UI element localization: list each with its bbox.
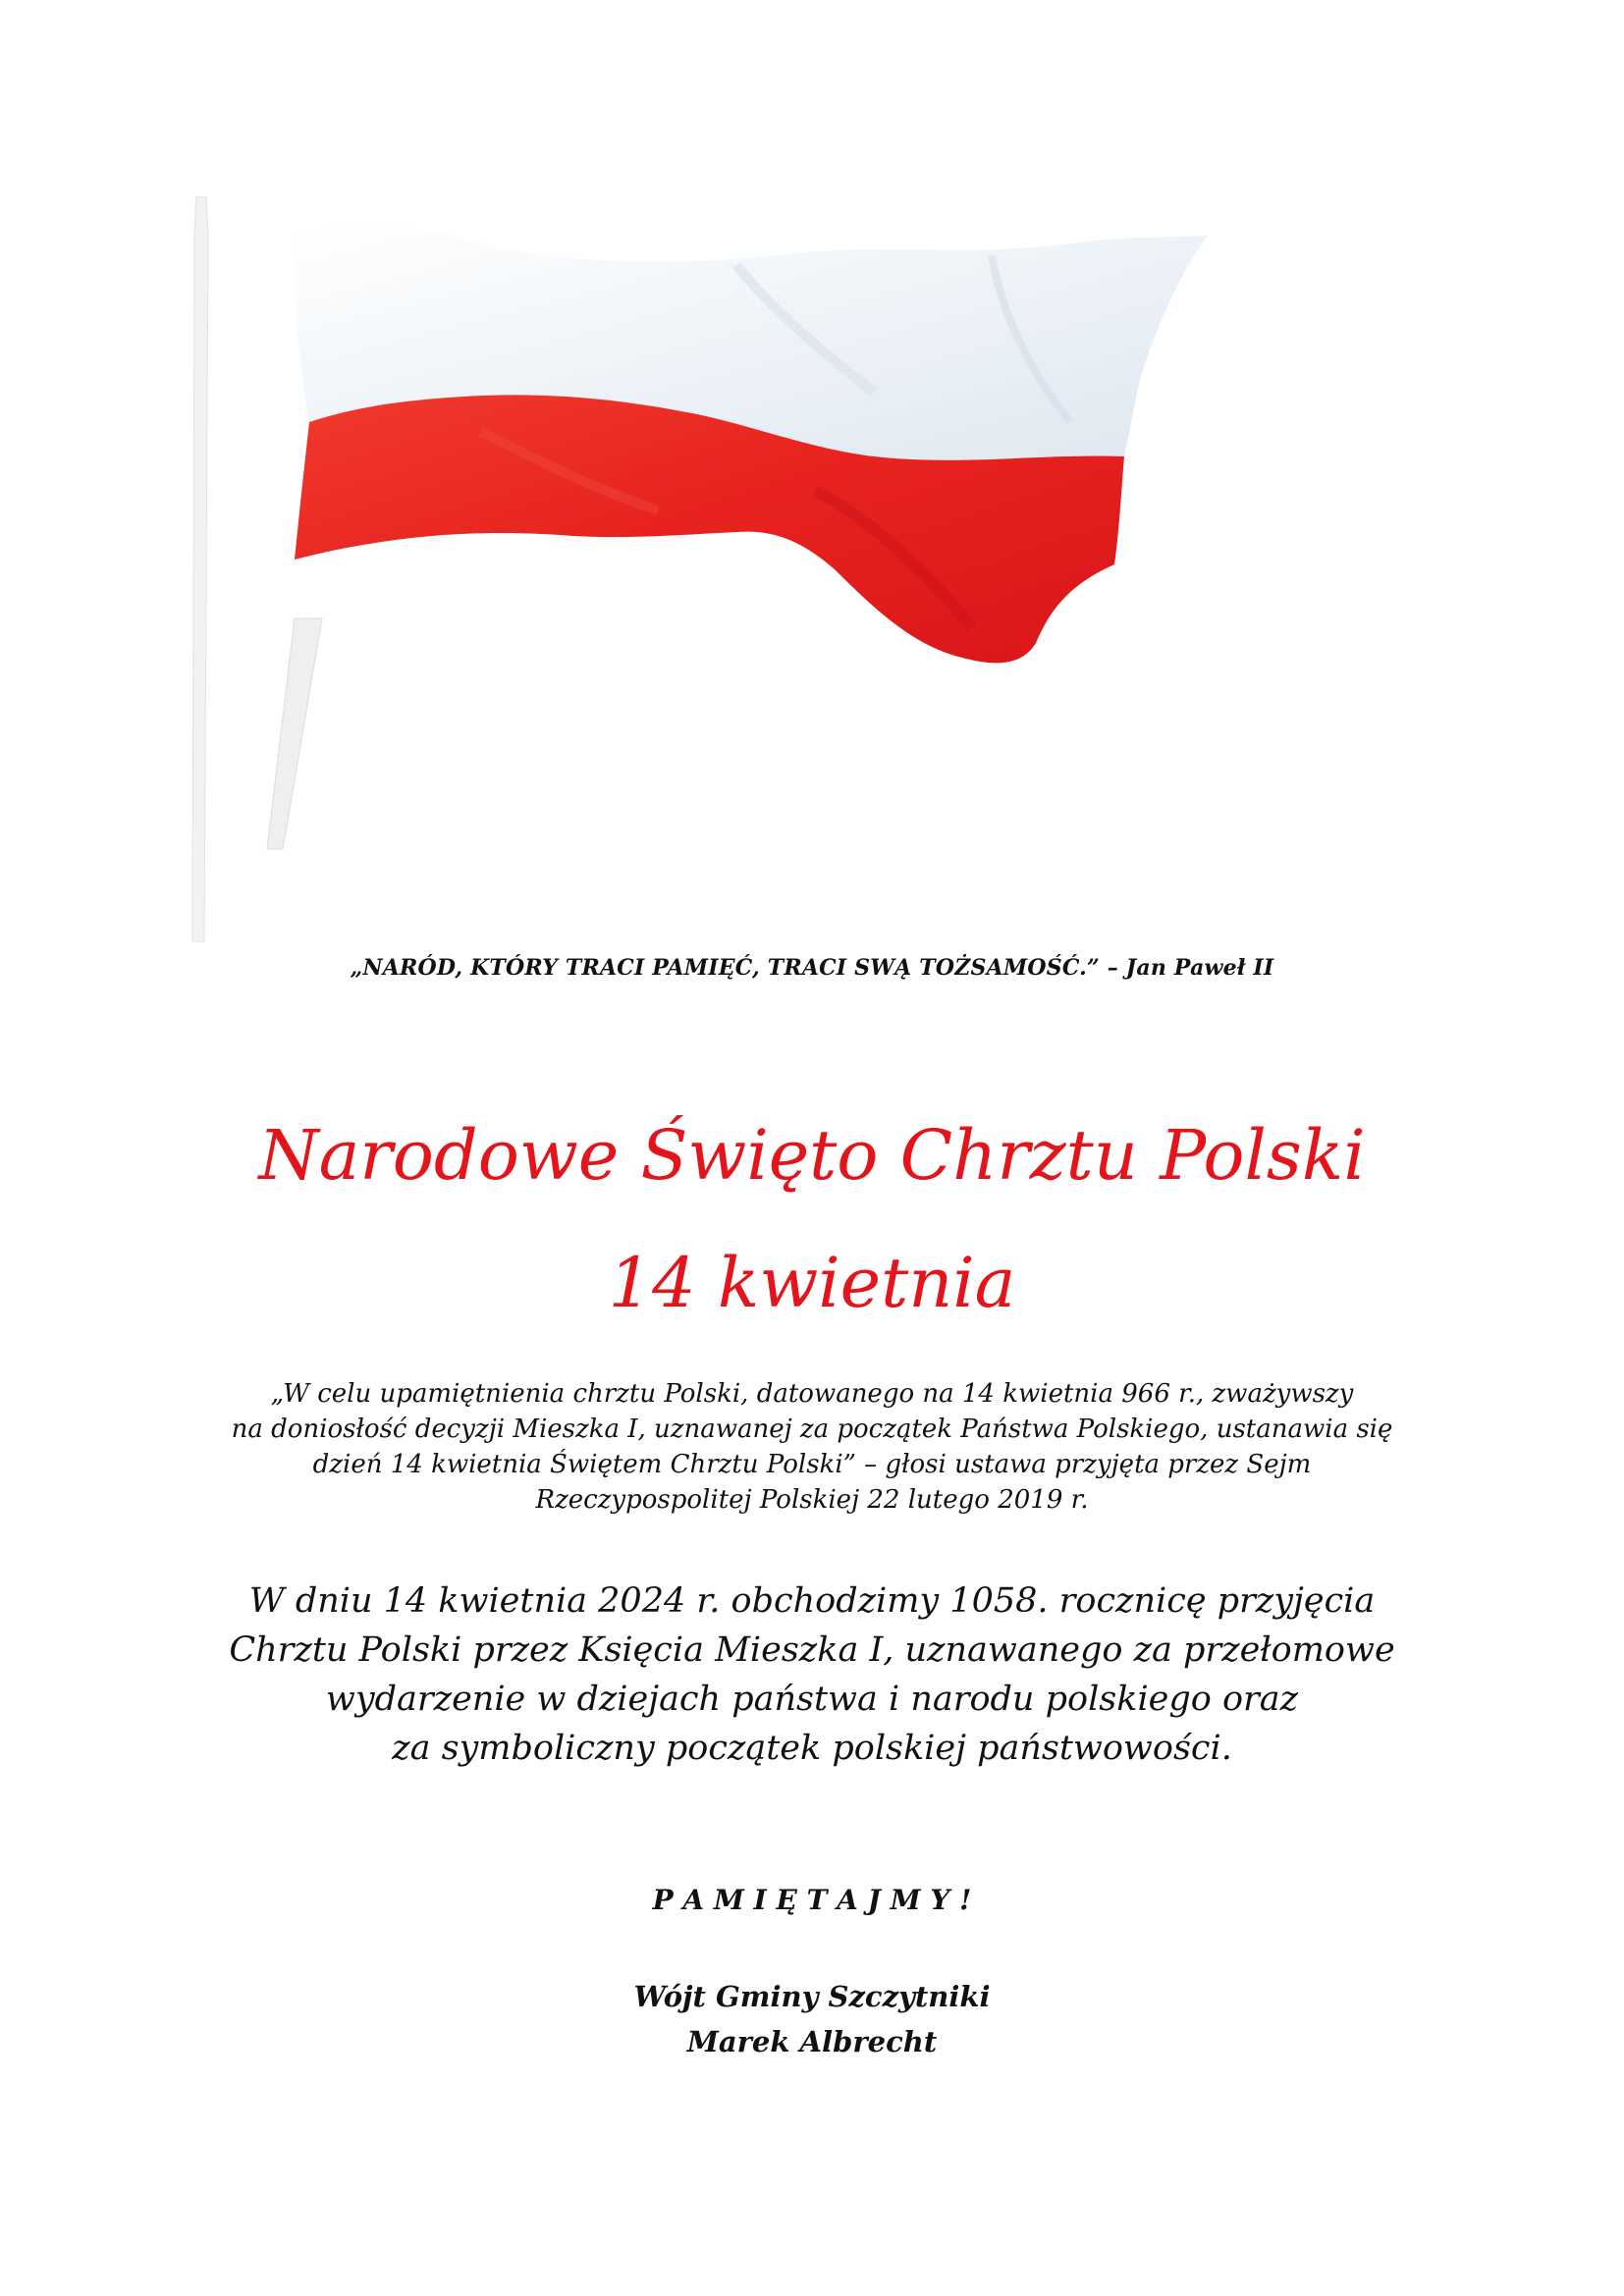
- law-paragraph: [177, 1376, 1447, 1518]
- law-line: na doniosłość decyzji Mieszka I, uznawanej za początek Państwa Polskiego, ustanawia się: [231, 1415, 1393, 1444]
- page-title: Narodowe Święto Chrztu Polski: [258, 1115, 1366, 1196]
- anniversary-line: Chrztu Polski przez Księcia Mieszka I, uznawanego za przełomowe: [229, 1630, 1395, 1670]
- anniversary-line: W dniu 14 kwietnia 2024 r. obchodzimy 1058. rocznicę przyjęcia: [248, 1581, 1376, 1621]
- anniversary-paragraph: [177, 1576, 1447, 1773]
- anniversary-line: wydarzenie w dziejach państwa i narodu polskiego oraz: [325, 1680, 1299, 1719]
- polish-flag-icon: [187, 196, 1365, 942]
- law-line: Rzeczypospolitej Polskiej 22 lutego 2019 r.: [535, 1485, 1089, 1515]
- law-line: „W celu upamiętnienia chrztu Polski, datowanego na 14 kwietnia 966 r., zważywszy: [270, 1379, 1354, 1409]
- remember-heading: P A M I Ę T A J M Y !: [652, 1884, 972, 1916]
- signature-role: Wójt Gminy Szczytniki: [633, 1980, 991, 2013]
- signature-name: Marek Albrecht: [686, 2025, 938, 2058]
- flag-pole-stick: [267, 618, 322, 849]
- law-line: dzień 14 kwietnia Świętem Chrztu Polski” – głosi ustawa przyjęta przez Sejm: [312, 1450, 1312, 1479]
- page-title-date: 14 kwietnia: [608, 1243, 1016, 1323]
- polish-flag-image: [187, 196, 1365, 942]
- flag-pole: [192, 196, 208, 942]
- quote-text: „NARÓD, KTÓRY TRACI PAMIĘĆ, TRACI SWĄ TOŻSAMOŚĆ.” – Jan Paweł II: [350, 955, 1274, 981]
- anniversary-line: za symboliczny początek polskiej państwowości.: [392, 1729, 1232, 1768]
